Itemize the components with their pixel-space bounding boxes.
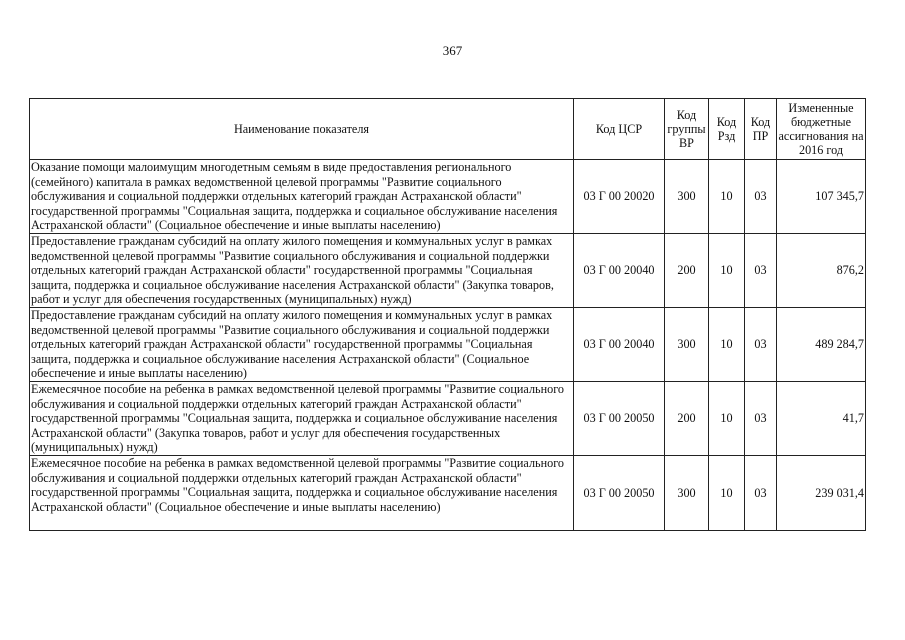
- row-rzd-code: 10: [709, 234, 745, 308]
- row-amount: 876,2: [777, 234, 866, 308]
- header-rzd-code: Код Рзд: [709, 99, 745, 160]
- table-row: [30, 456, 866, 531]
- table-row: [30, 308, 866, 382]
- header-amount: Измененные бюджетные ассигнования на 2016 год: [777, 99, 866, 160]
- row-vr-code: 200: [665, 234, 709, 308]
- row-pr-code: 03: [745, 308, 777, 382]
- row-indicator-name: Ежемесячное пособие на ребенка в рамках ведомственной целевой программы "Развитие социального обслуживания и социальной поддержки отдельных категорий граждан Астраханской области" государственной программы "Социальная защита, поддержка и социальное обслуживание населения Астраханской области" (Закупка товаров, работ и услуг для обеспечения государственных (муниципальных) нужд): [30, 382, 574, 456]
- row-vr-code: 300: [665, 456, 709, 531]
- row-rzd-code: 10: [709, 160, 745, 234]
- row-vr-code: 200: [665, 382, 709, 456]
- row-pr-code: 03: [745, 234, 777, 308]
- row-amount: 107 345,7: [777, 160, 866, 234]
- row-amount: 489 284,7: [777, 308, 866, 382]
- row-indicator-name: Ежемесячное пособие на ребенка в рамках ведомственной целевой программы "Развитие социального обслуживания и социальной поддержки отдельных категорий граждан Астраханской области" государственной программы "Социальная защита, поддержка и социальное обслуживание населения Астраханской области" (Социальное обеспечение и иные выплаты населению): [30, 456, 574, 531]
- row-amount: 41,7: [777, 382, 866, 456]
- row-vr-code: 300: [665, 160, 709, 234]
- row-indicator-name: Предоставление гражданам субсидий на оплату жилого помещения и коммунальных услуг в рамках ведомственной целевой программы "Развитие социального обслуживания и социальной поддержки отдельных категорий граждан Астраханской области" государственной программы "Социальная защита, поддержка и социальное обслуживание населения Астраханской области" (Закупка товаров, работ и услуг для обеспечения государственных (муниципальных) нужд): [30, 234, 574, 308]
- header-indicator-name: Наименование показателя: [30, 99, 574, 160]
- row-indicator-name: Оказание помощи малоимущим многодетным семьям в виде предоставления регионального (семейного) капитала в рамках ведомственной целевой программы "Развитие социального обслуживания и социальной поддержки отдельных категорий граждан Астраханской области" государственной программы "Социальная защита, поддержка и социальное обслуживание населения Астраханской области" (Социальное обеспечение и иные выплаты населению): [30, 160, 574, 234]
- row-indicator-name: Предоставление гражданам субсидий на оплату жилого помещения и коммунальных услуг в рамках ведомственной целевой программы "Развитие социального обслуживания и социальной поддержки отдельных категорий граждан Астраханской области" государственной программы "Социальная защита, поддержка и социальное обслуживание населения Астраханской области" (Социальное обеспечение и иные выплаты населению): [30, 308, 574, 382]
- row-vr-code: 300: [665, 308, 709, 382]
- table-row: [30, 382, 866, 456]
- header-csr-code: Код ЦСР: [574, 99, 665, 160]
- page-number: 367: [442, 43, 463, 58]
- row-rzd-code: 10: [709, 308, 745, 382]
- header-vr-code: Код группы ВР: [665, 99, 709, 160]
- table-header-row: [30, 99, 866, 160]
- row-csr-code: 03 Г 00 20020: [574, 160, 665, 234]
- row-rzd-code: 10: [709, 456, 745, 531]
- row-csr-code: 03 Г 00 20050: [574, 456, 665, 531]
- row-csr-code: 03 Г 00 20040: [574, 234, 665, 308]
- row-amount: 239 031,4: [777, 456, 866, 531]
- row-csr-code: 03 Г 00 20040: [574, 308, 665, 382]
- table-row: [30, 160, 866, 234]
- budget-table: [29, 98, 866, 531]
- table-row: [30, 234, 866, 308]
- row-pr-code: 03: [745, 160, 777, 234]
- row-csr-code: 03 Г 00 20050: [574, 382, 665, 456]
- row-pr-code: 03: [745, 382, 777, 456]
- row-pr-code: 03: [745, 456, 777, 531]
- row-rzd-code: 10: [709, 382, 745, 456]
- header-pr-code: Код ПР: [745, 99, 777, 160]
